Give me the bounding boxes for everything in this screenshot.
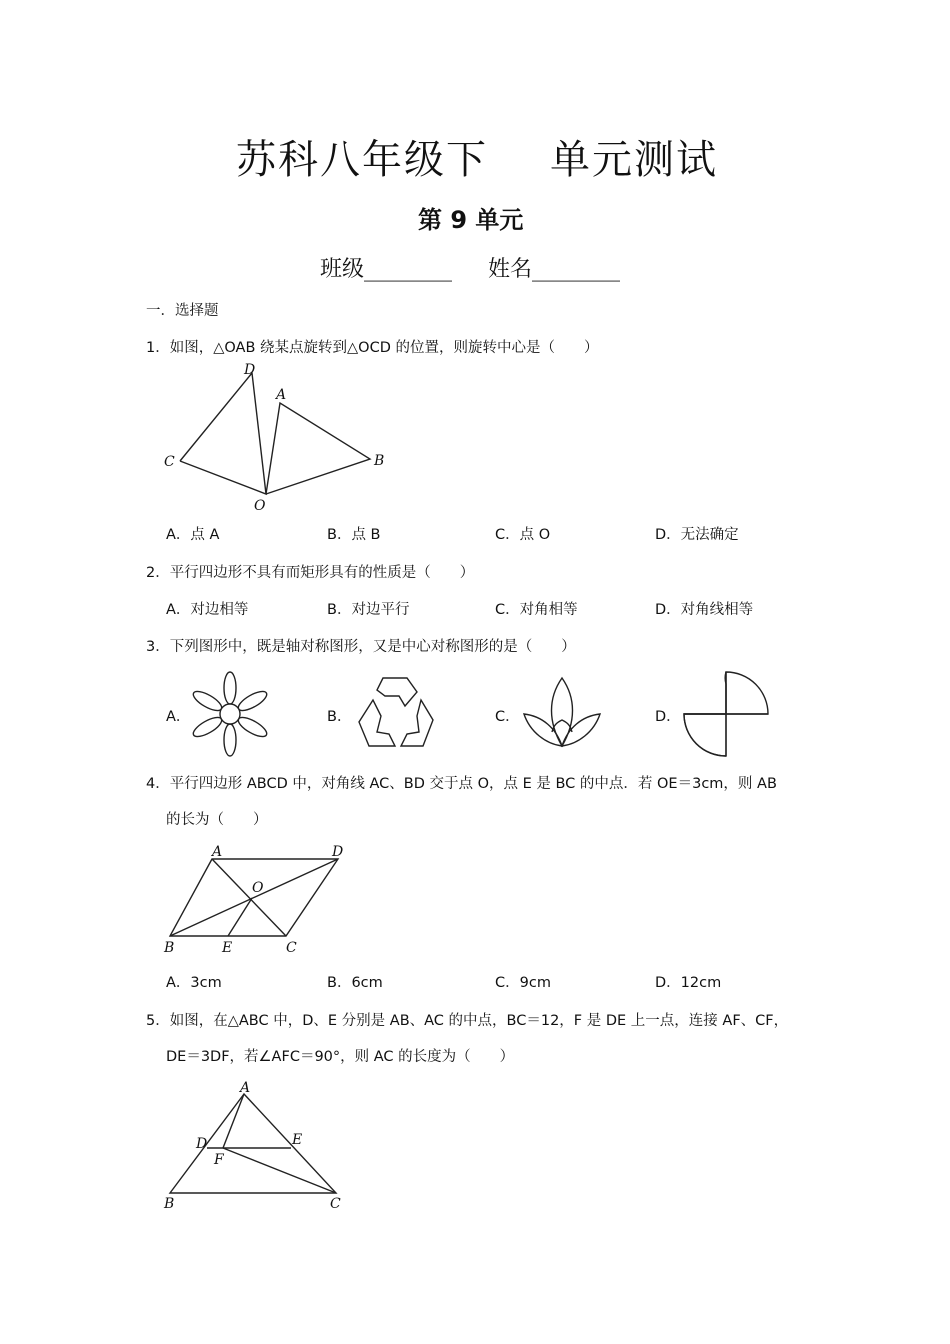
question-3 (146, 635, 576, 656)
unit-subtitle: 第 9 单元 (418, 206, 524, 234)
label-b: B (374, 453, 385, 469)
recycle-icon (355, 676, 439, 750)
label-c: C (330, 1196, 341, 1212)
option-b[interactable]: B．对边平行 (327, 602, 410, 618)
option-a[interactable]: A．点 A (166, 527, 220, 543)
question-number: 1． (146, 340, 170, 356)
option-c[interactable]: C．对角相等 (495, 602, 578, 618)
question-5-continued: DE＝3DF，若∠AFC＝90°，则 AC 的长度为（ ） (166, 1049, 515, 1065)
label-d: D (244, 362, 256, 378)
question-2 (146, 561, 474, 582)
option-d[interactable]: D．12cm (655, 975, 722, 991)
pinwheel-icon (682, 670, 770, 758)
label-e: E (222, 940, 233, 956)
label-a: A (276, 387, 287, 403)
question-number: 5． (146, 1013, 170, 1029)
name-field-label: 姓名________ (488, 257, 621, 282)
option-b[interactable]: B．6cm (327, 975, 383, 991)
label-a: A (240, 1080, 251, 1096)
label-a: A (212, 844, 223, 860)
lotus-icon (518, 672, 606, 752)
option-c[interactable]: C．点 O (495, 527, 551, 543)
label-d: D (332, 844, 344, 860)
option-c[interactable]: C．9cm (495, 975, 551, 991)
label-e: E (292, 1132, 303, 1148)
question-text: 如图，在△ABC 中，D、E 分别是 AB、AC 的中点，BC＝12，F 是 DE 上一点，连接 AF、CF， (169, 1013, 789, 1029)
question-5 (146, 1009, 788, 1030)
label-b: B (164, 940, 175, 956)
option-b[interactable]: B．点 B (327, 527, 381, 543)
page-title-left: 苏科八年级下 (236, 137, 488, 183)
label-f: F (214, 1152, 224, 1168)
option-b[interactable]: B． (327, 709, 352, 725)
option-a[interactable]: A． (166, 709, 191, 725)
question-text: 如图，△OAB 绕某点旋转到△OCD 的位置，则旋转中心是（ ） (169, 340, 599, 356)
option-d[interactable]: D．对角线相等 (655, 602, 754, 618)
label-d: D (196, 1136, 208, 1152)
flower-icon (190, 672, 270, 756)
question-text: 下列图形中，既是轴对称图形，又是中心对称图形的是（ ） (169, 639, 576, 655)
question-text: 平行四边形 ABCD 中，对角线 AC、BD 交于点 O，点 E 是 BC 的中点．若 OE＝3cm，则 AB (169, 776, 777, 792)
question-5-figure (160, 1080, 360, 1220)
label-o: O (252, 880, 264, 896)
option-c[interactable]: C． (495, 709, 520, 725)
page-title-right: 单元测试 (550, 137, 718, 183)
label-c: C (164, 454, 175, 470)
label-b: B (164, 1196, 175, 1212)
option-d[interactable]: D．无法确定 (655, 527, 739, 543)
label-o: O (254, 498, 266, 514)
class-field-label: 班级________ (320, 257, 453, 282)
question-4 (146, 772, 777, 793)
option-a[interactable]: A．3cm (166, 975, 222, 991)
question-4-figure (160, 840, 360, 960)
question-1 (146, 336, 598, 357)
section-heading: 一．选择题 (146, 303, 219, 319)
label-c: C (286, 940, 297, 956)
question-number: 4． (146, 776, 170, 792)
question-1-figure (160, 360, 400, 520)
question-text: 平行四边形不具有而矩形具有的性质是（ ） (169, 565, 475, 581)
question-number: 2． (146, 565, 170, 581)
question-4-continued: 的长为（ ） (166, 812, 268, 828)
question-number: 3． (146, 639, 170, 655)
option-a[interactable]: A．对边相等 (166, 602, 249, 618)
option-d[interactable]: D． (655, 709, 681, 725)
